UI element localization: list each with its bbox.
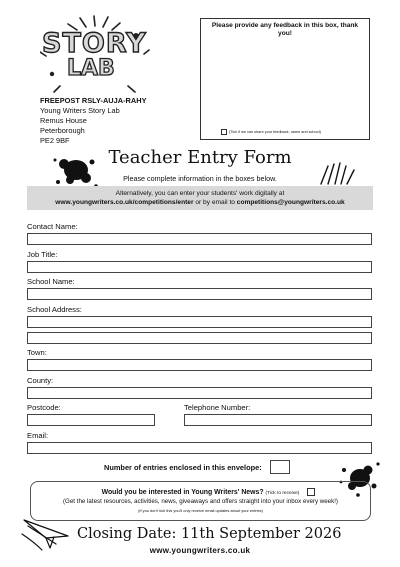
- paper-plane-doodle-icon: [20, 514, 74, 554]
- telephone-field[interactable]: [184, 414, 372, 426]
- lines-doodle-icon: [318, 160, 358, 186]
- county-field[interactable]: [27, 387, 372, 399]
- logo-lab-text: LAB: [67, 56, 115, 81]
- contact-name-field[interactable]: [27, 233, 372, 245]
- entry-email-link[interactable]: competitions@youngwriters.co.uk: [236, 199, 345, 206]
- county-label: County:: [27, 376, 54, 385]
- address-line-freepost: FREEPOST RSLY-AUJA-RAHY: [40, 96, 147, 105]
- postcode-label: Postcode:: [27, 403, 61, 412]
- entries-count-label: Number of entries enclosed in this envelope:: [104, 463, 262, 472]
- newsletter-tick-hint: (Tick to receive): [265, 491, 300, 496]
- school-name-label: School Name:: [27, 277, 75, 286]
- town-label: Town:: [27, 348, 47, 357]
- entry-url-link[interactable]: www.youngwriters.co.uk/competitions/enter: [55, 199, 194, 206]
- address-line-postcode: PE2 9BF: [40, 136, 70, 145]
- alternative-entry-mid: or by email to: [193, 199, 237, 206]
- alternative-entry-links: [27, 199, 373, 207]
- closing-date: Closing Date: 11th September 2026: [77, 526, 342, 542]
- newsletter-question: Would you be interested in Young Writers' News?: [101, 489, 264, 496]
- newsletter-description: (Get the latest resources, activities, news, giveaways and offers straight into your inbox every week!): [62, 498, 338, 505]
- logo-story-text: STORY: [42, 28, 147, 59]
- email-label: Email:: [27, 431, 49, 440]
- school-address-label: School Address:: [27, 305, 82, 314]
- address-line-name: Young Writers Story Lab: [40, 106, 120, 115]
- job-title-field[interactable]: [27, 261, 372, 273]
- job-title-label: Job Title:: [27, 250, 58, 259]
- form-subtitle: Please complete information in the boxes below.: [123, 174, 277, 183]
- newsletter-checkbox[interactable]: [307, 488, 315, 496]
- email-field[interactable]: [27, 442, 372, 454]
- contact-name-label: Contact Name:: [27, 222, 78, 231]
- newsletter-note: (If you don't tick this you'll only receive email updates about your entries): [138, 508, 263, 513]
- feedback-title: Please provide any feedback in this box, thank you!: [211, 22, 359, 37]
- footer-website-link[interactable]: www.youngwriters.co.uk: [149, 546, 251, 555]
- feedback-share-checkbox[interactable]: [221, 129, 227, 135]
- feedback-share-label: (Tick if we can share your feedback, name and school): [229, 130, 321, 134]
- alternative-entry-text: Alternatively, you can enter your students' work digitally at: [115, 190, 285, 197]
- telephone-label: Telephone Number:: [184, 403, 251, 412]
- address-line-street: Remus House: [40, 116, 87, 125]
- town-field[interactable]: [27, 359, 372, 371]
- form-title: Teacher Entry Form: [108, 147, 292, 168]
- school-address-field-2[interactable]: [27, 332, 372, 344]
- postcode-field[interactable]: [27, 414, 155, 426]
- address-line-city: Peterborough: [40, 126, 85, 135]
- school-name-field[interactable]: [27, 288, 372, 300]
- entries-count-field[interactable]: [270, 460, 290, 474]
- school-address-field-1[interactable]: [27, 316, 372, 328]
